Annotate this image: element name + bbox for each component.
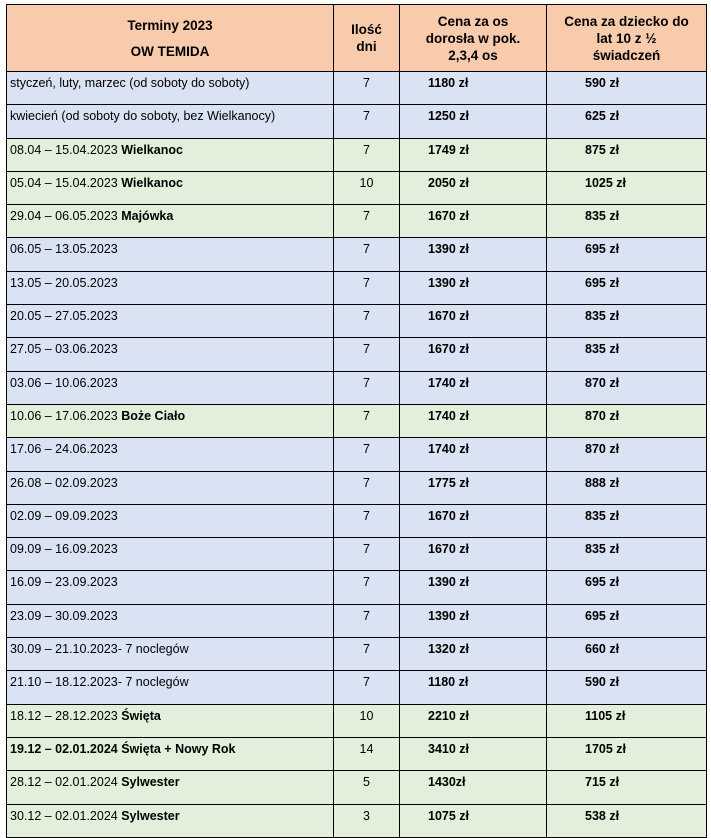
term-cell <box>7 471 334 504</box>
child-price-cell: 1705 zł <box>547 737 707 770</box>
child-price-cell: 835 zł <box>547 338 707 371</box>
term-dates: 20.05 – 27.05.2023 <box>10 309 118 324</box>
days-cell: 7 <box>334 105 400 138</box>
term-cell <box>7 604 334 637</box>
table-row <box>7 271 707 304</box>
child-price-cell: 695 zł <box>547 571 707 604</box>
days-cell: 3 <box>334 804 400 837</box>
term-holiday-label: Sylwester <box>121 808 180 823</box>
adult-price-cell: 1670 zł <box>400 338 547 371</box>
days-cell: 10 <box>334 704 400 737</box>
days-cell: 7 <box>334 538 400 571</box>
term-cell <box>7 171 334 204</box>
price-table <box>6 4 707 838</box>
days-cell: 7 <box>334 571 400 604</box>
term-cell <box>7 737 334 770</box>
term-dates: 06.05 – 13.05.2023 <box>10 242 118 257</box>
adult-price-cell: 1740 zł <box>400 438 547 471</box>
term-dates: 30.12 – 02.01.2024 <box>10 808 122 823</box>
table-row <box>7 404 707 437</box>
table-row <box>7 72 707 105</box>
term-cell <box>7 404 334 437</box>
term-cell <box>7 638 334 671</box>
term-cell <box>7 671 334 704</box>
table-row <box>7 105 707 138</box>
term-dates: 09.09 – 16.09.2023 <box>10 542 118 557</box>
term-holiday-label: Majówka <box>121 209 174 224</box>
adult-price-cell: 1740 zł <box>400 371 547 404</box>
term-dates: 26.08 – 02.09.2023 <box>10 475 118 490</box>
table-row <box>7 171 707 204</box>
table-row <box>7 538 707 571</box>
child-price-cell: 715 zł <box>547 771 707 804</box>
days-cell: 10 <box>334 171 400 204</box>
term-holiday-label: Święta + Nowy Rok <box>121 741 236 756</box>
term-holiday-label: Sylwester <box>121 775 180 790</box>
term-dates: 05.04 – 15.04.2023 <box>10 175 122 190</box>
days-cell: 7 <box>334 205 400 238</box>
term-dates: 13.05 – 20.05.2023 <box>10 275 118 290</box>
term-dates: 21.10 – 18.12.2023- 7 noclegów <box>10 675 189 690</box>
term-dates: 19.12 – 02.01.2024 <box>10 741 122 756</box>
term-dates: 27.05 – 03.06.2023 <box>10 342 118 357</box>
term-holiday-label: Boże Ciało <box>121 408 186 423</box>
child-price-cell: 835 zł <box>547 538 707 571</box>
term-cell <box>7 205 334 238</box>
header-days: Ilość dni <box>334 5 400 72</box>
adult-price-cell: 3410 zł <box>400 737 547 770</box>
table-row <box>7 205 707 238</box>
adult-price-cell: 1180 zł <box>400 72 547 105</box>
table-row <box>7 671 707 704</box>
term-cell <box>7 238 334 271</box>
days-cell: 7 <box>334 72 400 105</box>
days-cell: 7 <box>334 271 400 304</box>
child-price-cell: 870 zł <box>547 371 707 404</box>
adult-price-cell: 2210 zł <box>400 704 547 737</box>
days-cell: 7 <box>334 404 400 437</box>
term-dates: kwiecień (od soboty do soboty, bez Wielkanocy) <box>10 109 276 124</box>
table-row <box>7 638 707 671</box>
table-row <box>7 771 707 804</box>
child-price-cell: 538 zł <box>547 804 707 837</box>
table-row <box>7 305 707 338</box>
term-dates: 16.09 – 23.09.2023 <box>10 575 118 590</box>
term-cell <box>7 771 334 804</box>
table-row <box>7 737 707 770</box>
header-child-price: Cena za dziecko do lat 10 z ½ świadczeń <box>547 5 707 72</box>
term-dates: 03.06 – 10.06.2023 <box>10 375 118 390</box>
table-row <box>7 238 707 271</box>
term-cell <box>7 804 334 837</box>
table-header-row <box>7 5 707 72</box>
adult-price-cell: 1670 zł <box>400 305 547 338</box>
days-cell: 5 <box>334 771 400 804</box>
term-dates: 29.04 – 06.05.2023 <box>10 209 122 224</box>
adult-price-cell: 1775 zł <box>400 471 547 504</box>
days-cell: 7 <box>334 238 400 271</box>
adult-price-cell: 1670 zł <box>400 504 547 537</box>
term-cell <box>7 504 334 537</box>
header-adult-price: Cena za os dorosła w pok. 2,3,4 os <box>400 5 547 72</box>
child-price-cell: 695 zł <box>547 271 707 304</box>
term-dates: 18.12 – 28.12.2023 <box>10 708 122 723</box>
term-cell <box>7 305 334 338</box>
term-cell <box>7 438 334 471</box>
term-cell <box>7 538 334 571</box>
table-row <box>7 504 707 537</box>
term-dates: styczeń, luty, marzec (od soboty do soboty) <box>10 76 250 90</box>
days-cell: 7 <box>334 371 400 404</box>
term-dates: 10.06 – 17.06.2023 <box>10 408 122 423</box>
child-price-cell: 835 zł <box>547 504 707 537</box>
term-dates: 02.09 – 09.09.2023 <box>10 508 118 523</box>
child-price-cell: 1025 zł <box>547 171 707 204</box>
term-dates: 28.12 – 02.01.2024 <box>10 775 122 790</box>
table-body <box>7 72 707 838</box>
child-price-cell: 1105 zł <box>547 704 707 737</box>
adult-price-cell: 1250 zł <box>400 105 547 138</box>
term-cell <box>7 271 334 304</box>
term-dates: 23.09 – 30.09.2023 <box>10 608 118 623</box>
term-cell <box>7 571 334 604</box>
term-dates: 08.04 – 15.04.2023 <box>10 142 122 157</box>
child-price-cell: 695 zł <box>547 238 707 271</box>
term-dates: 30.09 – 21.10.2023- 7 noclegów <box>10 642 189 657</box>
table-row <box>7 571 707 604</box>
term-holiday-label: Wielkanoc <box>121 175 183 190</box>
days-cell: 7 <box>334 471 400 504</box>
child-price-cell: 888 zł <box>547 471 707 504</box>
adult-price-cell: 1670 zł <box>400 205 547 238</box>
term-cell <box>7 371 334 404</box>
term-cell <box>7 138 334 171</box>
child-price-cell: 660 zł <box>547 638 707 671</box>
adult-price-cell: 1390 zł <box>400 571 547 604</box>
adult-price-cell: 1320 zł <box>400 638 547 671</box>
days-cell: 7 <box>334 604 400 637</box>
term-dates: 17.06 – 24.06.2023 <box>10 442 118 457</box>
child-price-cell: 870 zł <box>547 404 707 437</box>
term-cell <box>7 338 334 371</box>
adult-price-cell: 1390 zł <box>400 604 547 637</box>
child-price-cell: 870 zł <box>547 438 707 471</box>
days-cell: 7 <box>334 305 400 338</box>
table-row <box>7 604 707 637</box>
days-cell: 7 <box>334 638 400 671</box>
child-price-cell: 875 zł <box>547 138 707 171</box>
adult-price-cell: 1180 zł <box>400 671 547 704</box>
adult-price-cell: 1430zł <box>400 771 547 804</box>
header-terms: Terminy 2023 OW TEMIDA <box>7 5 334 72</box>
table-row <box>7 471 707 504</box>
table-row <box>7 371 707 404</box>
table-row <box>7 338 707 371</box>
adult-price-cell: 1749 zł <box>400 138 547 171</box>
table-row <box>7 804 707 837</box>
days-cell: 7 <box>334 338 400 371</box>
child-price-cell: 835 zł <box>547 205 707 238</box>
term-cell <box>7 72 334 105</box>
child-price-cell: 590 zł <box>547 671 707 704</box>
table-row <box>7 138 707 171</box>
adult-price-cell: 1740 zł <box>400 404 547 437</box>
term-holiday-label: Święta <box>121 708 161 723</box>
adult-price-cell: 1390 zł <box>400 238 547 271</box>
days-cell: 14 <box>334 737 400 770</box>
child-price-cell: 625 zł <box>547 105 707 138</box>
days-cell: 7 <box>334 504 400 537</box>
days-cell: 7 <box>334 438 400 471</box>
adult-price-cell: 2050 zł <box>400 171 547 204</box>
child-price-cell: 835 zł <box>547 305 707 338</box>
child-price-cell: 695 zł <box>547 604 707 637</box>
days-cell: 7 <box>334 138 400 171</box>
days-cell: 7 <box>334 671 400 704</box>
term-cell <box>7 704 334 737</box>
table-row <box>7 438 707 471</box>
adult-price-cell: 1075 zł <box>400 804 547 837</box>
child-price-cell: 590 zł <box>547 72 707 105</box>
term-holiday-label: Wielkanoc <box>121 142 183 157</box>
adult-price-cell: 1390 zł <box>400 271 547 304</box>
table-row <box>7 704 707 737</box>
term-cell <box>7 105 334 138</box>
adult-price-cell: 1670 zł <box>400 538 547 571</box>
